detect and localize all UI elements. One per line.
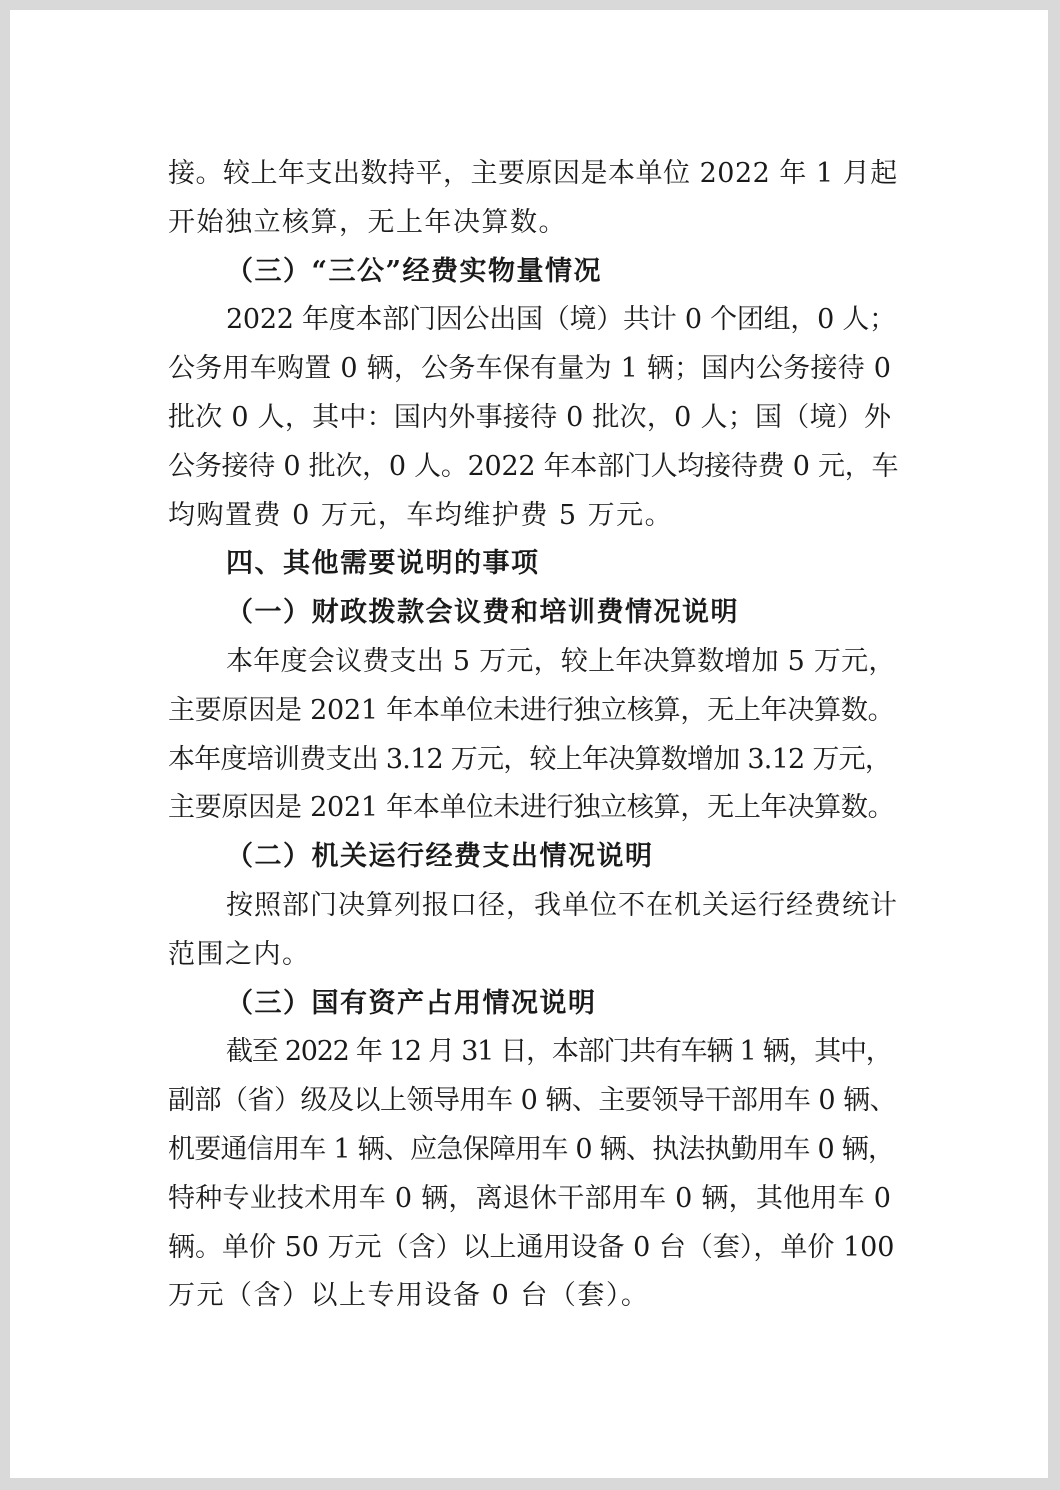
paragraph-line: 截至 2022 年 12 月 31 日，本部门共有车辆 1 辆，其中， (226, 1036, 892, 1068)
paragraph-line: 机要通信用车 1 辆、应急保障用车 0 辆、执法执勤用车 0 辆， (168, 1133, 895, 1165)
paragraph-line: 主要原因是 2021 年本单位未进行独立核算，无上年决算数。 (168, 792, 895, 824)
section-heading: （三）“三公”经费实物量情况 (226, 255, 603, 287)
paragraph-line: 特种专业技术用车 0 辆，离退休干部用车 0 辆，其他用车 0 (168, 1182, 892, 1214)
section-heading: （三）国有资产占用情况说明 (226, 987, 597, 1019)
section-heading: （二）机关运行经费支出情况说明 (226, 841, 654, 873)
paragraph-line: 公务接待 0 批次，0 人。2022 年本部门人均接待费 0 元，车 (168, 450, 899, 482)
paragraph-line: 主要原因是 2021 年本单位未进行独立核算，无上年决算数。 (168, 694, 895, 726)
section-heading: （一）财政拨款会议费和培训费情况说明 (226, 597, 739, 629)
paragraph-line: 万元（含）以上专用设备 0 台（套）。 (168, 1280, 650, 1312)
paragraph-line: 本年度会议费支出 5 万元，较上年决算数增加 5 万元， (226, 645, 896, 677)
paragraph-line: 辆。单价 50 万元（含）以上通用设备 0 台（套），单价 100 (168, 1231, 895, 1263)
paragraph-line: 接。较上年支出数持平，主要原因是本单位 2022 年 1 月起 (168, 158, 898, 189)
paragraph-line: 按照部门决算列报口径，我单位不在机关运行经费统计 (226, 889, 898, 921)
section-heading: 四、其他需要说明的事项 (226, 548, 540, 580)
paragraph-line: 本年度培训费支出 3.12 万元，较上年决算数增加 3.12 万元， (168, 743, 892, 775)
document-page (10, 10, 1048, 1478)
document-body (168, 150, 898, 1321)
paragraph-line: 批次 0 人，其中：国内外事接待 0 批次，0 人；国（境）外 (168, 401, 892, 433)
paragraph-line: 2022 年度本部门因公出国（境）共计 0 个团组，0 人； (226, 304, 896, 336)
paragraph-line: 均购置费 0 万元，车均维护费 5 万元。 (168, 499, 674, 531)
paragraph-line: 开始独立核算，无上年决算数。 (168, 206, 567, 238)
paragraph-line: 公务用车购置 0 辆，公务车保有量为 1 辆；国内公务接待 0 (168, 353, 892, 385)
paragraph-line: 副部（省）级及以上领导用车 0 辆、主要领导干部用车 0 辆、 (168, 1085, 897, 1117)
paragraph-line: 范围之内。 (168, 938, 311, 970)
